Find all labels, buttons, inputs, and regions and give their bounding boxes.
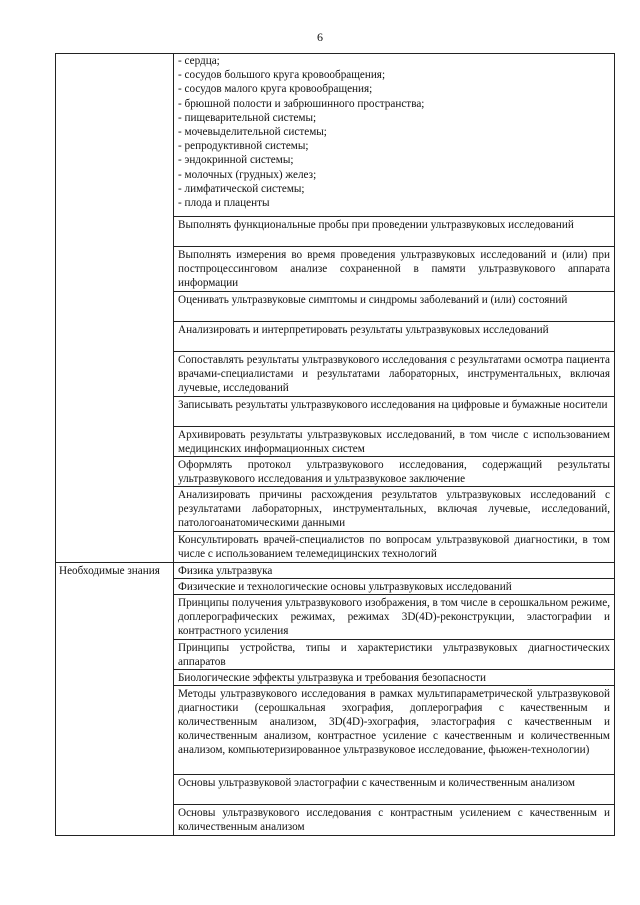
row-text: Принципы устройства, типы и характеристики ультразвуковых диагностических аппаратов bbox=[178, 642, 610, 668]
knowledge-row bbox=[174, 563, 614, 578]
row-text: Анализировать и интерпретировать результаты ультразвуковых исследований bbox=[178, 324, 549, 336]
table-bottom-border bbox=[55, 835, 615, 836]
row-text: Анализировать причины расхождения результатов ультразвуковых исследований с результатами лабораторных, инструментальных, включая лучевые, исследований, патологоанатомическими данными bbox=[178, 489, 610, 529]
skill-row bbox=[174, 292, 614, 321]
knowledge-row bbox=[174, 670, 614, 685]
row-text: Физические и технологические основы ультразвуковых исследований bbox=[178, 581, 512, 593]
knowledge-row bbox=[174, 579, 614, 594]
list-item: - брюшной полости и забрюшинного пространства; bbox=[178, 97, 425, 110]
row-text: Сопоставлять результаты ультразвукового исследования с результатами осмотра пациента врачами-специалистами и результатами лабораторных, инструментальных, включая лучевые, исследований bbox=[178, 354, 610, 394]
skill-row bbox=[174, 457, 614, 486]
list-item: - сердца; bbox=[178, 55, 220, 67]
skill-row bbox=[174, 487, 614, 531]
row-text: Биологические эффекты ультразвука и требования безопасности bbox=[178, 672, 487, 684]
row-text: Выполнять измерения во время проведения ультразвуковых исследований и (или) при постпроцессинговом анализе сохраненной в памяти ультразвукового аппарата информации bbox=[178, 249, 610, 289]
knowledge-row bbox=[174, 805, 614, 835]
skill-row bbox=[174, 217, 614, 246]
table-left-border bbox=[55, 53, 56, 836]
row-text: Оформлять протокол ультразвукового исследования, содержащий результаты ультразвукового исследования и ультразвуковое заключение bbox=[178, 459, 610, 485]
list-item: - пищеварительной системы; bbox=[178, 111, 317, 124]
skill-row bbox=[174, 532, 614, 562]
skill-row bbox=[174, 427, 614, 456]
skill-row bbox=[174, 352, 614, 396]
knowledge-row bbox=[174, 595, 614, 639]
row-text: Консультировать врачей-специалистов по вопросам ультразвуковой диагностики, в том числе с использованием телемедицинских технологий bbox=[178, 534, 610, 560]
table-right-border bbox=[614, 53, 615, 836]
row-text: Методы ультразвукового исследования в рамках мультипараметрической ультразвуковой диагностики (серошкальная эхография, доплерография с качественным и количественным анализом, 3D(4D)-эхография, эластография с качественным и количественным анализом, контрастное усиление с качественным и количественным анализом, компьютеризированное ультразвуковое исследование, фьюжен-технологии) bbox=[178, 688, 610, 756]
list-item: - мочевыделительной системы; bbox=[178, 126, 327, 139]
list-item: - плода и плаценты bbox=[178, 197, 270, 210]
row-text: Выполнять функциональные пробы при проведении ультразвуковых исследований bbox=[178, 219, 574, 231]
organ-list-cell bbox=[174, 54, 614, 216]
knowledge-row bbox=[174, 686, 614, 774]
row-text: Основы ультразвукового исследования с контрастным усилением с качественным и количественным анализом bbox=[178, 807, 610, 833]
list-item: - лимфатической системы; bbox=[178, 182, 305, 195]
skill-row bbox=[174, 322, 614, 351]
list-item: - молочных (грудных) желез; bbox=[178, 168, 317, 181]
row-text: Оценивать ультразвуковые симптомы и синдромы заболеваний и (или) состояний bbox=[178, 294, 568, 306]
knowledge-row bbox=[174, 775, 614, 804]
skill-row bbox=[174, 247, 614, 291]
list-item: - сосудов малого круга кровообращения; bbox=[178, 83, 373, 96]
row-text: Записывать результаты ультразвукового исследования на цифровые и бумажные носители bbox=[178, 399, 608, 411]
knowledge-label: Необходимые знания bbox=[59, 565, 160, 577]
row-text: Архивировать результаты ультразвуковых исследований, в том числе с использованием медицинских информационных систем bbox=[178, 429, 610, 455]
list-item: - эндокринной системы; bbox=[178, 154, 294, 167]
knowledge-row bbox=[174, 640, 614, 669]
row-text: Основы ультразвуковой эластографии с качественным и количественным анализом bbox=[178, 777, 575, 789]
row-text: Принципы получения ультразвукового изображения, в том числе в серошкальном режиме, доплерографических режимах, режимах 3D(4D)-реконструкции, эластографии и контрастного усиления bbox=[178, 597, 610, 637]
list-item: - репродуктивной системы; bbox=[178, 140, 309, 153]
list-item: - сосудов большого круга кровообращения; bbox=[178, 69, 386, 82]
skill-row bbox=[174, 397, 614, 426]
row-text: Физика ультразвука bbox=[178, 565, 273, 577]
page-number: 6 bbox=[317, 30, 323, 44]
